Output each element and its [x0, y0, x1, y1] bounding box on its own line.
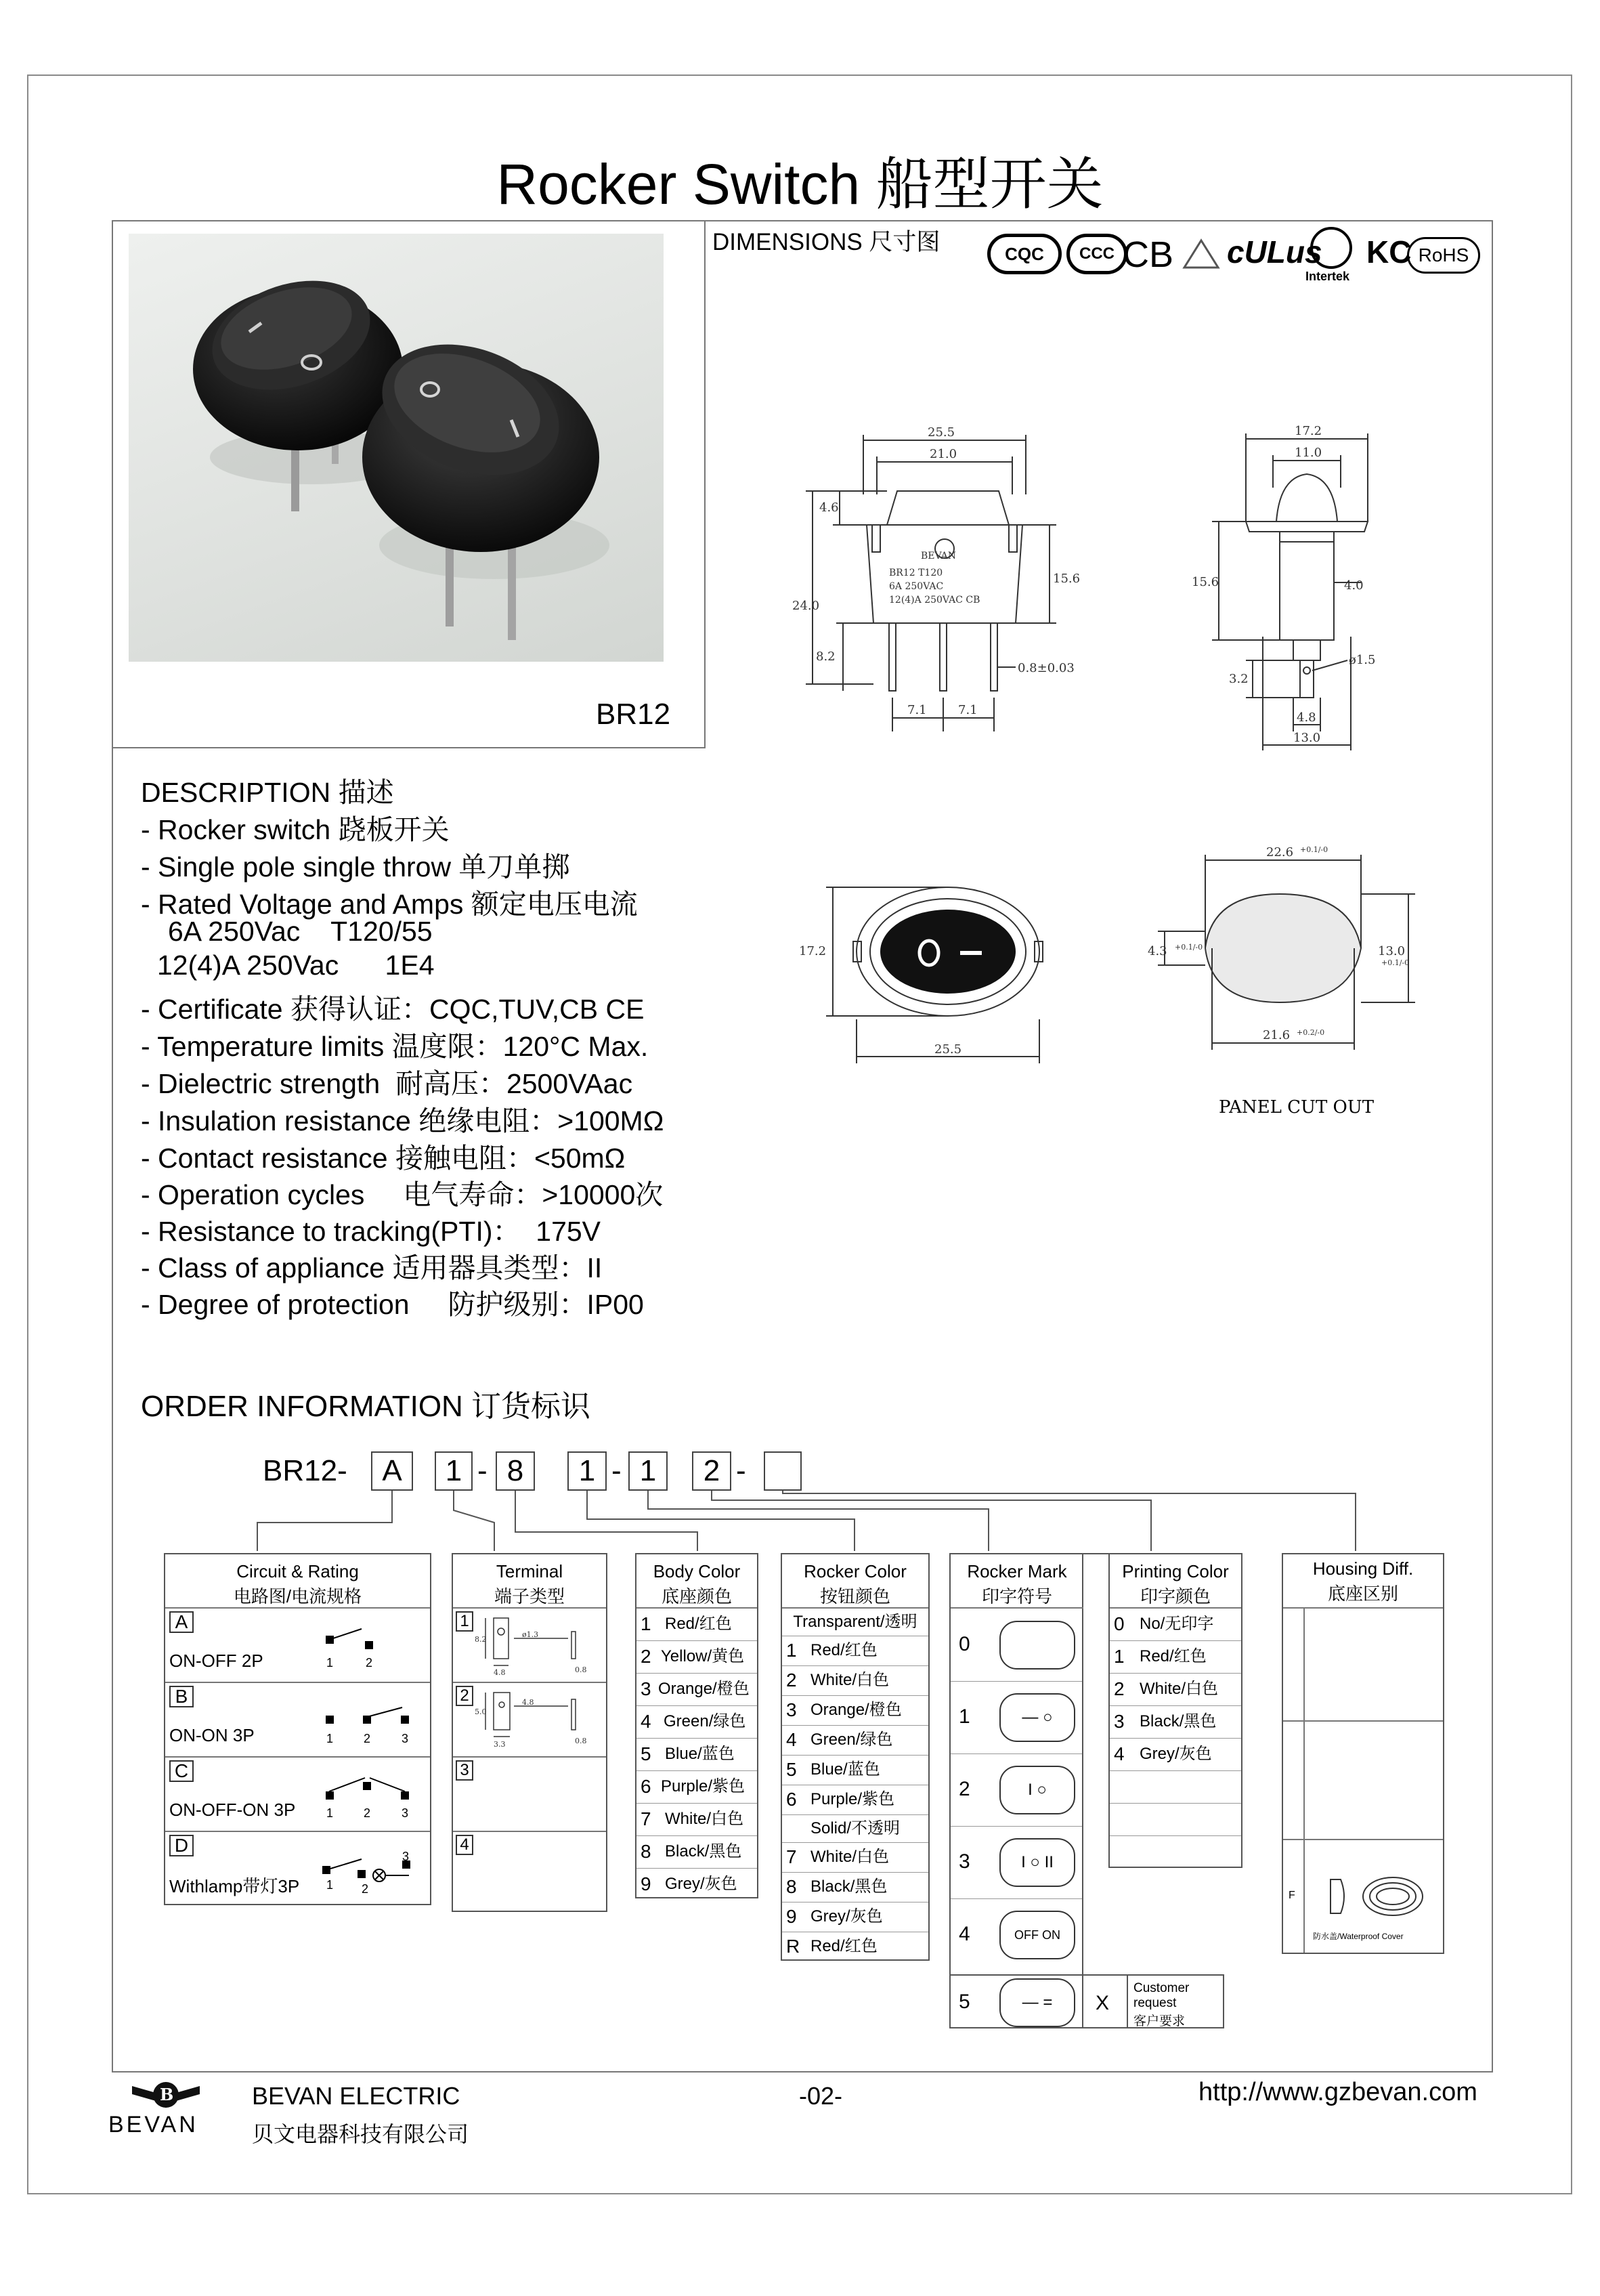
rocker-mark-row: 1 — ○: [951, 1681, 1082, 1754]
dim-cut-w-bottom: 21.6: [1263, 1028, 1291, 1042]
cb-logo: CB: [1123, 234, 1174, 275]
dim-side-w-mid: 11.0: [1295, 446, 1322, 460]
dim-side-hole: ø1.5: [1349, 653, 1376, 667]
circuit-code-b: B: [169, 1686, 194, 1707]
dim-side-d2: 3.2: [1229, 672, 1249, 686]
footer-url[interactable]: http://www.gzbevan.com: [1198, 2078, 1477, 2106]
dim-front-pin-thick: 0.8±0.03: [1018, 661, 1075, 675]
order-code-prefix: BR12-: [263, 1454, 347, 1487]
description-line: - Rated Voltage and Amps 额定电压电流: [141, 889, 638, 920]
terminal-2-dim: 5.0: [475, 1707, 487, 1716]
panel-cutout-caption: PANEL CUT OUT: [1219, 1097, 1375, 1118]
circuit-code-a: A: [169, 1611, 194, 1633]
circuit-label: ON-OFF 2P: [169, 1651, 263, 1671]
description-line: - Rocker switch 跷板开关: [141, 814, 450, 845]
circuit-label: ON-OFF-ON 3P: [169, 1800, 296, 1820]
rocker-color-row: 4 Green/绿色: [782, 1726, 928, 1756]
description-line: - Resistance to tracking(PTI)： 175V: [141, 1216, 601, 1247]
rocker-color-row: 8 Black/黑色: [782, 1873, 928, 1902]
description-line: - Contact resistance 接触电阻：<50mΩ: [141, 1143, 626, 1174]
circuit-title-cn: 电路图/电流规格: [233, 1586, 362, 1607]
rocker-mark-custom-label: request: [1133, 1996, 1177, 2010]
page-title: Rocker Switch 船型开关: [496, 152, 1104, 216]
rocker-color-row: 9 Grey/灰色: [782, 1902, 928, 1932]
terminal-1-dim: 4.8: [494, 1668, 506, 1677]
body-color-row: 1 Red/红色: [636, 1609, 757, 1641]
body-color-table: [635, 1553, 758, 1898]
terminal-code: 1: [456, 1611, 473, 1632]
terminal-1-dim: 0.8: [575, 1665, 587, 1674]
description-line: - Single pole single throw 单刀单掷: [141, 851, 570, 883]
rocker-color-row: 5 Blue/蓝色: [782, 1756, 928, 1785]
description-line: 12(4)A 250Vac 1E4: [157, 950, 435, 981]
circuit-symbol-a-icon: [321, 1622, 389, 1649]
terminal-1-dim: ø1.3: [522, 1630, 539, 1639]
rocker-color-row: 7 White/白色: [782, 1843, 928, 1873]
rocker-mark-custom-label: Customer: [1133, 1981, 1190, 1995]
body-color-row: 7 White/白色: [636, 1804, 757, 1836]
rocker-color-row: 3 Orange/橙色: [782, 1696, 928, 1726]
dim-front-w-total: 25.5: [928, 425, 955, 440]
front-label-line-3: 6A 250VAC: [889, 581, 944, 592]
rocker-color-title: Rocker Color: [804, 1561, 907, 1581]
dim-cut-h-left-tol: +0.1/-0: [1175, 943, 1203, 952]
rocker-color-row: R Red/红色: [786, 1936, 878, 1957]
housing-table: [1282, 1553, 1444, 1954]
description-line: - Temperature limits 温度限：120°C Max.: [141, 1031, 649, 1062]
printing-color-title: Printing Color: [1122, 1561, 1229, 1581]
description-line: - Degree of protection 防护级别：IP00: [141, 1289, 644, 1320]
body-color-row: 9 Grey/灰色: [641, 1873, 737, 1894]
printing-color-row: 1 Red/红色: [1110, 1641, 1241, 1674]
dim-cut-w-top: 22.6: [1266, 845, 1294, 859]
dim-cut-w-bottom-tol: +0.2/-0: [1297, 1028, 1325, 1037]
rocker-color-table: [781, 1553, 930, 1961]
order-code-circuit: A: [371, 1451, 413, 1491]
dim-front-h-total: 24.0: [792, 599, 820, 613]
dim-side-w-pin: 4.8: [1297, 710, 1316, 725]
terminal-code: 4: [456, 1835, 473, 1855]
rocker-mark-symbol: I ○: [999, 1766, 1075, 1814]
rocker-mark-symbol: — ○: [999, 1693, 1075, 1742]
dim-cut-h-left: 4.3: [1148, 944, 1167, 958]
order-code-rocker-mark: 1: [628, 1451, 668, 1491]
rocker-mark-row: 0: [951, 1609, 1082, 1682]
description-line: - Class of appliance 适用器具类型：II: [141, 1252, 603, 1283]
photo-model-label: BR12: [596, 698, 671, 731]
description-line: - Operation cycles 电气寿命：>10000次: [141, 1179, 664, 1210]
body-color-row: 6 Purple/紫色: [636, 1771, 757, 1804]
dim-front-h-rocker: 4.6: [819, 501, 839, 515]
rocker-mark-symbol: I ○ II: [999, 1838, 1075, 1887]
terminal-table: [452, 1553, 607, 1912]
pin-label: 3: [402, 1732, 409, 1745]
terminal-title-cn: 端子类型: [494, 1586, 565, 1607]
terminal-2-dim: 4.8: [522, 1698, 534, 1707]
description-line: 6A 250Vac T120/55: [168, 916, 433, 947]
rocker-color-row: 2 White/白色: [782, 1666, 928, 1696]
pin-label: 3: [402, 1806, 409, 1820]
dim-front-h-pin: 8.2: [816, 650, 836, 664]
rohs-logo: RoHS: [1407, 237, 1480, 274]
housing-caption: 防水盖/Waterproof Cover: [1313, 1932, 1404, 1941]
circuit-symbol-c-icon: [321, 1770, 416, 1797]
rocker-mark-title-cn: 印字符号: [981, 1586, 1052, 1607]
order-code-sep: -: [736, 1454, 746, 1487]
body-color-row: 2 Yellow/黄色: [636, 1641, 757, 1674]
pin-label: 1: [326, 1732, 334, 1745]
body-color-row: 3 Orange/橙色: [636, 1674, 757, 1706]
footer-brand: BEVAN: [108, 2112, 198, 2138]
dim-front-w-top: 21.0: [930, 447, 957, 461]
rocker-color-title-cn: 按钮颜色: [819, 1586, 890, 1607]
waterproof-cover-icon: [1317, 1869, 1439, 1923]
circuit-code-c: C: [169, 1760, 194, 1782]
terminal-1-dim: 8.2: [475, 1635, 487, 1644]
ccc-logo: CCC: [1066, 234, 1127, 274]
printing-color-table: [1108, 1553, 1242, 1868]
rocker-mark-custom-label: 客户要求: [1133, 2014, 1186, 2028]
housing-title: Housing Diff.: [1312, 1558, 1414, 1579]
cqc-logo: CQC: [987, 234, 1062, 274]
dim-side-w-base: 13.0: [1293, 731, 1321, 745]
dimensions-heading: DIMENSIONS 尺寸图: [712, 229, 940, 255]
pin-label: 1: [326, 1878, 334, 1892]
front-label-line-2: BR12 T120: [889, 568, 943, 578]
pin-label: 3: [402, 1850, 410, 1863]
front-label-line-4: 12(4)A 250VAC CB: [889, 595, 980, 605]
dim-front-pitch-b: 7.1: [958, 703, 978, 717]
body-color-rows: [636, 1609, 757, 1900]
rocker-color-rows: [782, 1609, 928, 1961]
dim-side-h: 15.6: [1192, 575, 1219, 589]
front-label-line-1: BEVAN: [921, 551, 957, 561]
terminal-code: 3: [456, 1760, 473, 1781]
description-line: - Dielectric strength 耐高压：2500VAac: [141, 1068, 633, 1099]
rocker-mark-symbol: — =: [999, 1978, 1075, 2027]
order-heading: ORDER INFORMATION 订货标识: [141, 1390, 591, 1423]
pin-label: 1: [326, 1806, 334, 1820]
rocker-color-row: 1 Red/红色: [782, 1636, 928, 1666]
order-code-body-color: 8: [496, 1451, 535, 1491]
printing-color-row: 4 Grey/灰色: [1110, 1739, 1241, 1771]
order-code-terminal: 1: [435, 1451, 473, 1491]
circuit-label: Withlamp带灯3P: [169, 1876, 300, 1896]
order-code-sep: -: [477, 1454, 488, 1487]
housing-title-cn: 底座区别: [1327, 1583, 1398, 1604]
dim-front-h-body: 15.6: [1053, 572, 1081, 586]
body-color-row: 4 Green/绿色: [636, 1706, 757, 1739]
rocker-mark-symbol: [999, 1621, 1075, 1670]
circuit-label: ON-ON 3P: [169, 1725, 255, 1745]
dim-side-d1: 4.0: [1344, 578, 1364, 593]
printing-color-row: 2 White/白色: [1110, 1674, 1241, 1706]
dim-top-w: 25.5: [934, 1042, 962, 1057]
rocker-mark-row: 5 — =: [951, 1976, 1083, 2028]
body-color-row: 8 Black/黑色: [636, 1836, 757, 1869]
body-color-title: Body Color: [653, 1561, 741, 1581]
terminal-2-dim: 3.3: [494, 1740, 506, 1749]
printing-color-row: 3 Black/黑色: [1110, 1706, 1241, 1739]
description-heading: DESCRIPTION 描述: [141, 777, 394, 808]
pin-label: 2: [364, 1732, 371, 1745]
kc-logo: KC: [1366, 234, 1412, 270]
svg-text:B: B: [160, 2085, 174, 2104]
terminal-2-dim: 0.8: [575, 1737, 587, 1745]
printing-color-row: 0 No/无印字: [1110, 1609, 1241, 1641]
rocker-mark-symbol: OFF ON: [999, 1911, 1075, 1959]
footer-page-number: -02-: [799, 2082, 843, 2110]
rocker-color-subheading: Solid/不透明: [782, 1815, 928, 1843]
pin-label: 2: [362, 1882, 369, 1896]
dim-cut-w-top-tol: +0.1/-0: [1300, 845, 1328, 854]
body-color-row: 5 Blue/蓝色: [636, 1739, 757, 1771]
footer-company-cn: 贝文电器科技有限公司: [252, 2122, 469, 2146]
ul-logo: cULus: [1227, 234, 1322, 270]
printing-color-rows: [1110, 1609, 1241, 1836]
circuit-code-d: D: [169, 1835, 194, 1856]
dim-top-h: 17.2: [799, 944, 827, 958]
footer-company-en: BEVAN ELECTRIC: [252, 2082, 460, 2110]
description-line: - Certificate 获得认证：CQC,TUV,CB CE: [141, 994, 645, 1025]
printing-color-title-cn: 印字颜色: [1140, 1586, 1211, 1607]
bevan-logo-icon: [129, 2078, 203, 2112]
terminal-type-2-icon: [473, 1686, 602, 1753]
rocker-mark-row: 2 I ○: [951, 1753, 1082, 1827]
rocker-mark-rows: [951, 1609, 1083, 1974]
circuit-symbol-b-icon: [362, 1702, 409, 1722]
pin-label: 1: [326, 1656, 334, 1670]
order-code-printing-color: 2: [692, 1451, 731, 1491]
intertek-label: Intertek: [1305, 270, 1350, 283]
terminal-code: 2: [456, 1686, 473, 1706]
pin-label: 2: [364, 1806, 371, 1820]
dim-cut-h-right: 13.0: [1378, 944, 1406, 958]
rocker-mark-title: Rocker Mark: [967, 1561, 1067, 1581]
rocker-color-subheading: Transparent/透明: [782, 1609, 928, 1636]
order-code-sep: -: [611, 1454, 622, 1487]
dim-side-w-top: 17.2: [1295, 424, 1322, 438]
dim-cut-h-right-tol: +0.1/-0: [1381, 958, 1410, 967]
rocker-mark-row: 4 OFF ON: [951, 1898, 1082, 1973]
rocker-color-row: 6 Purple/紫色: [782, 1785, 928, 1815]
circuit-title: Circuit & Rating: [236, 1561, 359, 1581]
circuit-table: [164, 1553, 431, 1905]
terminal-title: Terminal: [496, 1561, 563, 1581]
housing-code-f: F: [1289, 1890, 1295, 1901]
description-line: - Insulation resistance 绝缘电阻：>100MΩ: [141, 1105, 664, 1136]
rocker-mark-custom-code: X: [1096, 1992, 1110, 2014]
rocker-mark-row: 3 I ○ II: [951, 1826, 1082, 1899]
pin-label: 2: [366, 1656, 373, 1670]
order-code-rocker-color: 1: [567, 1451, 607, 1491]
dim-front-pitch-a: 7.1: [907, 703, 927, 717]
terminal-type-1-icon: [473, 1611, 602, 1679]
body-color-title-cn: 底座颜色: [661, 1586, 732, 1607]
